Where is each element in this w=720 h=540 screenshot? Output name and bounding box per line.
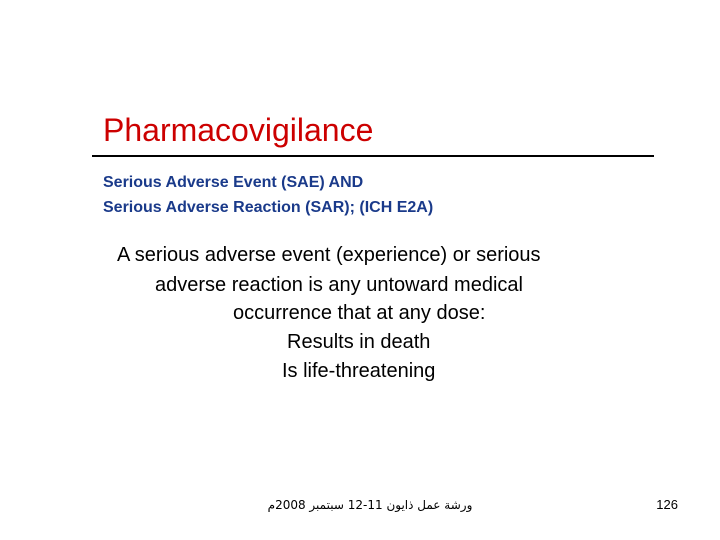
title-divider: [92, 155, 654, 157]
subtitle-line: Serious Adverse Reaction (SAR); (ICH E2A): [103, 199, 434, 216]
body-line: occurrence that at any dose:: [233, 302, 486, 324]
body-line: Is life-threatening: [282, 360, 436, 382]
slide-footer: ورشة عمل ذايون 11-12 سبتمبر 2008م: [267, 498, 473, 512]
body-line: A serious adverse event (experience) or serious: [117, 244, 541, 266]
page-number: 126: [656, 497, 678, 512]
slide-title: Pharmacovigilance: [103, 112, 374, 148]
subtitle-line: Serious Adverse Event (SAE) AND: [103, 174, 364, 191]
body-line: adverse reaction is any untoward medical: [155, 274, 523, 296]
body-line: Results in death: [287, 331, 431, 353]
